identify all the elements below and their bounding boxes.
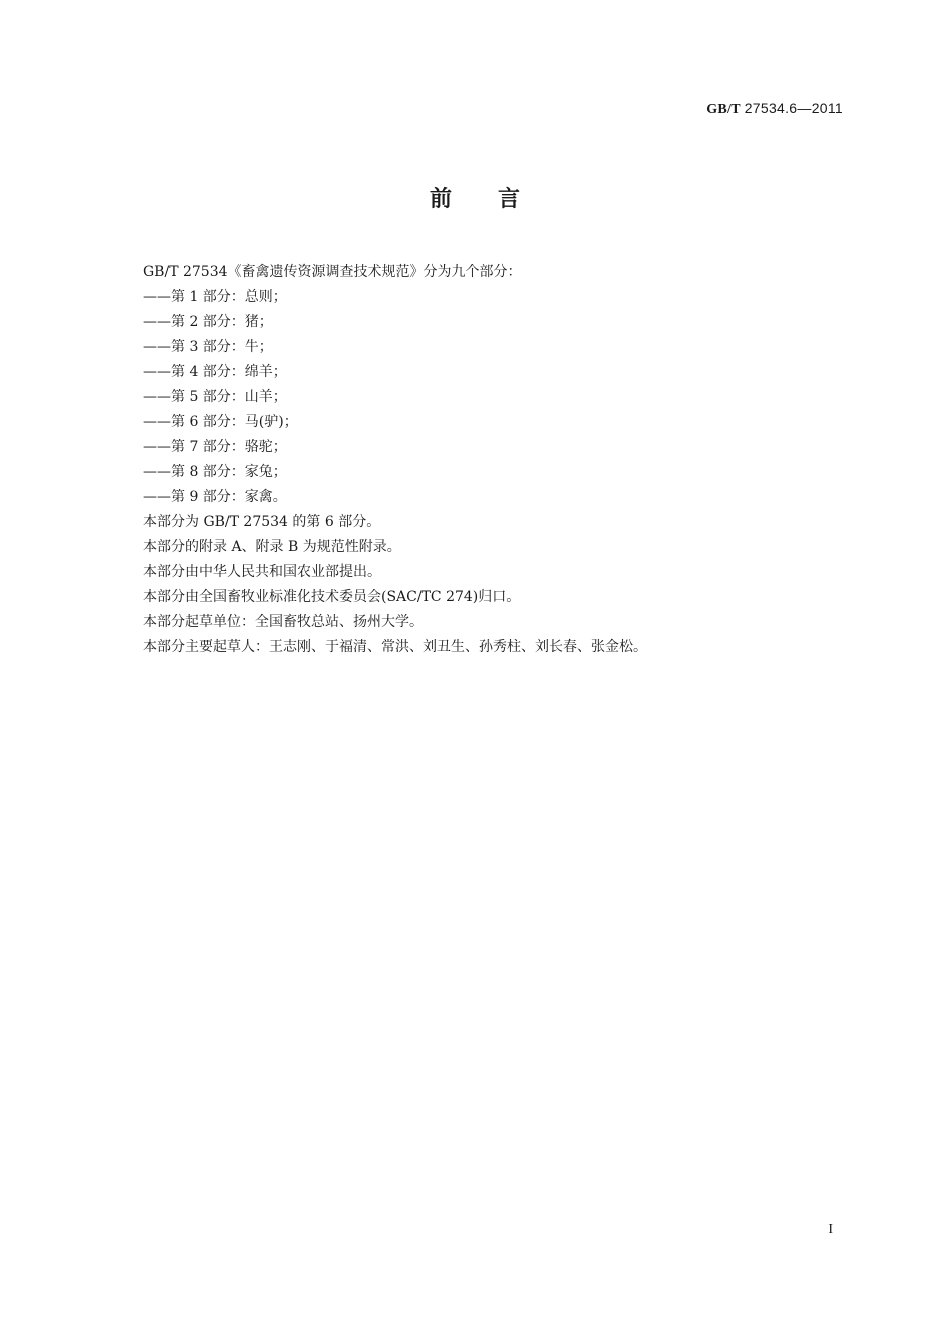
standard-prefix: GB/T [706, 102, 741, 117]
foreword-line: ——第 2 部分：猪； [143, 314, 273, 330]
foreword-line: ——第 6 部分：马(驴)； [143, 414, 298, 430]
foreword-line: GB/T 27534《畜禽遗传资源调查技术规范》分为九个部分： [143, 264, 522, 280]
foreword-line: 本部分由全国畜牧业标准化技术委员会(SAC/TC 274)归口。 [143, 589, 521, 605]
foreword-line: ——第 3 部分：牛； [143, 339, 273, 355]
standard-number: 27534.6—2011 [744, 100, 843, 116]
foreword-body [143, 260, 843, 660]
foreword-line: ——第 8 部分：家兔； [143, 464, 287, 480]
standard-code [706, 100, 843, 118]
foreword-line: 本部分的附录 A、附录 B 为规范性附录。 [143, 539, 401, 555]
foreword-line: 本部分由中华人民共和国农业部提出。 [143, 564, 381, 580]
foreword-line: ——第 7 部分：骆驼； [143, 439, 287, 455]
page-title: 前言 [429, 187, 566, 212]
foreword-line: 本部分为 GB/T 27534 的第 6 部分。 [143, 514, 381, 530]
foreword-line: 本部分主要起草人：王志刚、于福清、常洪、刘丑生、孙秀柱、刘长春、张金松。 [143, 639, 647, 655]
foreword-line: ——第 5 部分：山羊； [143, 389, 287, 405]
page-number: I [828, 1222, 833, 1237]
foreword-line: 本部分起草单位：全国畜牧总站、扬州大学。 [143, 614, 423, 630]
foreword-line: ——第 1 部分：总则； [143, 289, 287, 305]
foreword-line: ——第 4 部分：绵羊； [143, 364, 287, 380]
foreword-line: ——第 9 部分：家禽。 [143, 489, 287, 505]
